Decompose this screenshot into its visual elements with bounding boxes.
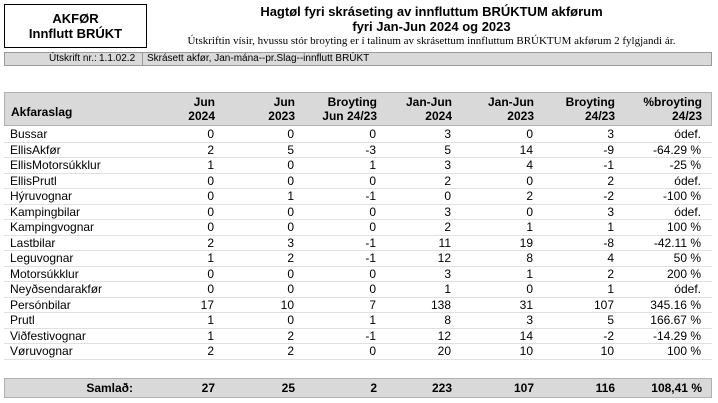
column-header bbox=[305, 95, 377, 123]
table-cell: 3 bbox=[607, 127, 614, 141]
row-label: EllisMotorsúkklur bbox=[10, 158, 101, 172]
table-cell: 17 bbox=[200, 297, 214, 312]
table-cell: 2 bbox=[207, 142, 214, 157]
total-cell: 2 bbox=[370, 381, 377, 395]
table-cell: 3 bbox=[444, 127, 451, 141]
table-cell: 10 bbox=[519, 344, 533, 358]
table-cell: 138 bbox=[430, 297, 451, 312]
column-header bbox=[230, 95, 295, 123]
table-cell: 50 % bbox=[673, 251, 701, 265]
row-label: Leguvognar bbox=[10, 251, 74, 265]
column-header-line1: Jun bbox=[193, 95, 215, 109]
column-header-line2: 2024 bbox=[425, 109, 452, 123]
table-cell: 1 bbox=[369, 313, 376, 327]
table-cell: 107 bbox=[593, 297, 614, 312]
table-cell: 0 bbox=[287, 220, 294, 234]
table-cell: 5 bbox=[607, 313, 614, 327]
total-cell: 223 bbox=[431, 381, 452, 395]
table-cell: ódef. bbox=[674, 204, 701, 219]
table-row bbox=[4, 189, 712, 205]
column-header-line2: 24/23 bbox=[584, 109, 615, 123]
table-cell: 10 bbox=[600, 344, 614, 358]
title-line2: fyri Jan-Jun 2024 og 2023 bbox=[352, 19, 511, 34]
table-body bbox=[4, 127, 712, 360]
total-cell: 25 bbox=[281, 381, 295, 395]
total-label: Samlað: bbox=[86, 381, 133, 395]
table-cell: 2 bbox=[607, 266, 614, 281]
table-cell: 0 bbox=[287, 158, 294, 172]
table-row bbox=[4, 251, 712, 267]
table-cell: 3 bbox=[526, 313, 533, 327]
row-label: Bussar bbox=[10, 127, 48, 141]
column-header bbox=[11, 105, 161, 119]
table-cell: -25 % bbox=[669, 158, 701, 172]
brand-line2: Innflutt BRÚKT bbox=[28, 26, 123, 41]
column-header-line2: Jun 24/23 bbox=[322, 109, 377, 123]
table-row bbox=[4, 127, 712, 143]
table-cell: 0 bbox=[207, 189, 214, 203]
table-cell: 14 bbox=[519, 328, 533, 343]
table-cell: 0 bbox=[207, 266, 214, 281]
table-cell: 1 bbox=[207, 313, 214, 327]
table-cell: 0 bbox=[207, 220, 214, 234]
table-cell: -9 bbox=[603, 142, 614, 157]
column-header-line2: Akfaraslag bbox=[11, 105, 73, 119]
table-cell: 14 bbox=[519, 142, 533, 157]
table-cell: 3 bbox=[444, 266, 451, 281]
meta-label: Útskrift nr.: bbox=[49, 53, 97, 64]
table-cell: 1 bbox=[607, 282, 614, 296]
table-cell: 0 bbox=[207, 282, 214, 296]
table-cell: 2 bbox=[207, 235, 214, 250]
table-cell: -1 bbox=[365, 235, 376, 250]
title-line1: Hagtøl fyri skráseting av innfluttum BRÚKTUM akførum bbox=[260, 4, 603, 19]
table-cell: 0 bbox=[287, 266, 294, 281]
table-cell: 0 bbox=[287, 313, 294, 327]
table-cell: -1 bbox=[365, 189, 376, 203]
table-row bbox=[4, 298, 712, 314]
total-cell: 116 bbox=[595, 381, 615, 395]
table-cell: 0 bbox=[369, 282, 376, 296]
table-cell: 1 bbox=[207, 158, 214, 172]
table-cell: 2 bbox=[444, 220, 451, 234]
table-cell: 2 bbox=[287, 328, 294, 343]
table-cell: 1 bbox=[607, 220, 614, 234]
table-cell: 4 bbox=[526, 158, 533, 172]
column-header-line1: Jan-Jun bbox=[405, 95, 452, 109]
table-cell: 0 bbox=[526, 204, 533, 219]
table-row bbox=[4, 329, 712, 345]
table-cell: 31 bbox=[519, 297, 533, 312]
meta-code: 1.1.02.2 bbox=[99, 53, 136, 64]
table-cell: ódef. bbox=[674, 173, 701, 188]
row-label: Lastbilar bbox=[10, 235, 56, 250]
column-header-line2: 2023 bbox=[507, 109, 534, 123]
column-header-line2: 24/23 bbox=[671, 109, 702, 123]
table-cell: -14.29 % bbox=[652, 328, 701, 343]
row-label: EllisPrutl bbox=[10, 173, 57, 188]
table-row bbox=[4, 220, 712, 236]
table-cell: 166.67 % bbox=[650, 313, 701, 327]
table-cell: 11 bbox=[438, 235, 451, 250]
table-row bbox=[4, 205, 712, 221]
table-cell: -2 bbox=[603, 328, 614, 343]
table-cell: 1 bbox=[526, 220, 533, 234]
row-label: EllisAkfør bbox=[10, 142, 61, 157]
table-cell: 0 bbox=[444, 189, 451, 203]
table-cell: -1 bbox=[365, 251, 376, 265]
table-cell: 0 bbox=[287, 127, 294, 141]
meta-description: Skrásett akfør, Jan-mána--pr.Slag--innflutt BRÚKT bbox=[142, 53, 369, 65]
table-cell: 5 bbox=[287, 142, 294, 157]
table-cell: 12 bbox=[437, 328, 451, 343]
table-cell: ódef. bbox=[674, 282, 701, 296]
table-cell: -1 bbox=[365, 328, 376, 343]
table-cell: 3 bbox=[607, 204, 614, 219]
column-header-line2: 2024 bbox=[188, 109, 215, 123]
table-cell: -64.29 % bbox=[652, 142, 701, 157]
table-row bbox=[4, 344, 712, 360]
row-label: Motorsúkklur bbox=[10, 266, 79, 281]
table-row bbox=[4, 143, 712, 159]
column-header-line1: Broyting bbox=[327, 95, 377, 109]
table-cell: 19 bbox=[519, 235, 533, 250]
table-cell: 3 bbox=[287, 235, 294, 250]
table-cell: 3 bbox=[444, 158, 451, 172]
table-cell: 0 bbox=[526, 282, 533, 296]
brand-line1: AKFØR bbox=[52, 11, 99, 26]
table-row bbox=[4, 158, 712, 174]
table-cell: 2 bbox=[607, 173, 614, 188]
table-cell: 0 bbox=[207, 127, 214, 141]
total-cell: 27 bbox=[201, 381, 215, 395]
table-cell: 1 bbox=[287, 189, 294, 203]
total-cell: 107 bbox=[513, 381, 534, 395]
table-cell: 0 bbox=[369, 173, 376, 188]
table-cell: 0 bbox=[207, 204, 214, 219]
table-cell: 8 bbox=[444, 313, 451, 327]
table-cell: -1 bbox=[603, 158, 614, 172]
table-cell: 2 bbox=[444, 173, 451, 188]
column-header-line1: Broyting bbox=[565, 95, 615, 109]
column-header bbox=[545, 95, 615, 123]
table-cell: 12 bbox=[437, 251, 451, 265]
table-cell: -42.11 % bbox=[653, 235, 701, 250]
column-header bbox=[625, 95, 702, 123]
table-cell: 2 bbox=[287, 344, 294, 358]
column-header-line1: Jun bbox=[273, 95, 295, 109]
row-label: Vøruvognar bbox=[10, 344, 73, 358]
table-cell: 100 % bbox=[666, 344, 701, 358]
table-cell: 4 bbox=[607, 251, 614, 265]
table-cell: 1 bbox=[444, 282, 451, 296]
table-cell: 0 bbox=[369, 204, 376, 219]
table-cell: 2 bbox=[526, 189, 533, 203]
column-header-line1: Jan-Jun bbox=[487, 95, 534, 109]
report-header bbox=[4, 4, 712, 50]
report-subtitle: Útskriftin vísir, hvussu stór broyting er í talinum av skrásettum innfluttum BRÚKTUM akførum 2 fylgjandi ár. bbox=[187, 35, 676, 47]
table-cell: 0 bbox=[369, 344, 376, 358]
column-header bbox=[155, 95, 215, 123]
report-title bbox=[151, 4, 712, 48]
row-label: Neyðsendarakfør bbox=[10, 282, 103, 296]
row-label: Kampingbilar bbox=[10, 204, 81, 219]
row-label: Hýruvognar bbox=[10, 189, 73, 203]
table-cell: 0 bbox=[526, 173, 533, 188]
brand-box bbox=[4, 4, 147, 48]
table-cell: 5 bbox=[444, 142, 451, 157]
table-cell: 1 bbox=[369, 158, 376, 172]
row-label: Persónbilar bbox=[10, 297, 71, 312]
table-cell: 2 bbox=[207, 344, 214, 358]
table-cell: 8 bbox=[526, 251, 533, 265]
column-header-line2: 2023 bbox=[268, 109, 295, 123]
total-cell: 108,41 % bbox=[651, 381, 702, 395]
table-cell: 1 bbox=[207, 251, 214, 265]
table-row bbox=[4, 174, 712, 190]
table-row bbox=[4, 236, 712, 252]
meta-row bbox=[4, 52, 712, 66]
table-cell: 0 bbox=[287, 204, 294, 219]
table-row bbox=[4, 282, 712, 298]
table-total-row bbox=[4, 378, 712, 398]
table-cell: 0 bbox=[369, 127, 376, 141]
table-cell: 20 bbox=[437, 344, 451, 358]
table-cell: 2 bbox=[287, 251, 294, 265]
table-cell: 1 bbox=[207, 328, 214, 343]
table-cell: 7 bbox=[369, 297, 376, 312]
table-cell: 0 bbox=[207, 173, 214, 188]
table-row bbox=[4, 313, 712, 329]
column-header bbox=[385, 95, 452, 123]
table-cell: 345.16 % bbox=[650, 297, 701, 312]
table-cell: -2 bbox=[603, 189, 614, 203]
table-cell: 0 bbox=[287, 173, 294, 188]
row-label: Kampingvognar bbox=[10, 220, 95, 234]
table-cell: 200 % bbox=[666, 266, 701, 281]
table-cell: 3 bbox=[444, 204, 451, 219]
table-header bbox=[4, 92, 712, 126]
table-cell: 0 bbox=[526, 127, 533, 141]
table-cell: 0 bbox=[369, 220, 376, 234]
table-cell: -3 bbox=[365, 142, 376, 157]
table-cell: 10 bbox=[280, 297, 294, 312]
column-header-line1: %broyting bbox=[643, 95, 702, 109]
table-cell: 0 bbox=[287, 282, 294, 296]
column-header bbox=[460, 95, 534, 123]
table-cell: ódef. bbox=[674, 127, 701, 141]
row-label: Viðfestivognar bbox=[10, 328, 86, 343]
table-cell: 1 bbox=[526, 266, 533, 281]
table-cell: -8 bbox=[603, 235, 614, 250]
table-cell: 0 bbox=[369, 266, 376, 281]
table-cell: -100 % bbox=[662, 189, 701, 203]
table-row bbox=[4, 267, 712, 283]
row-label: Prutl bbox=[10, 313, 35, 327]
table-cell: 100 % bbox=[666, 220, 701, 234]
